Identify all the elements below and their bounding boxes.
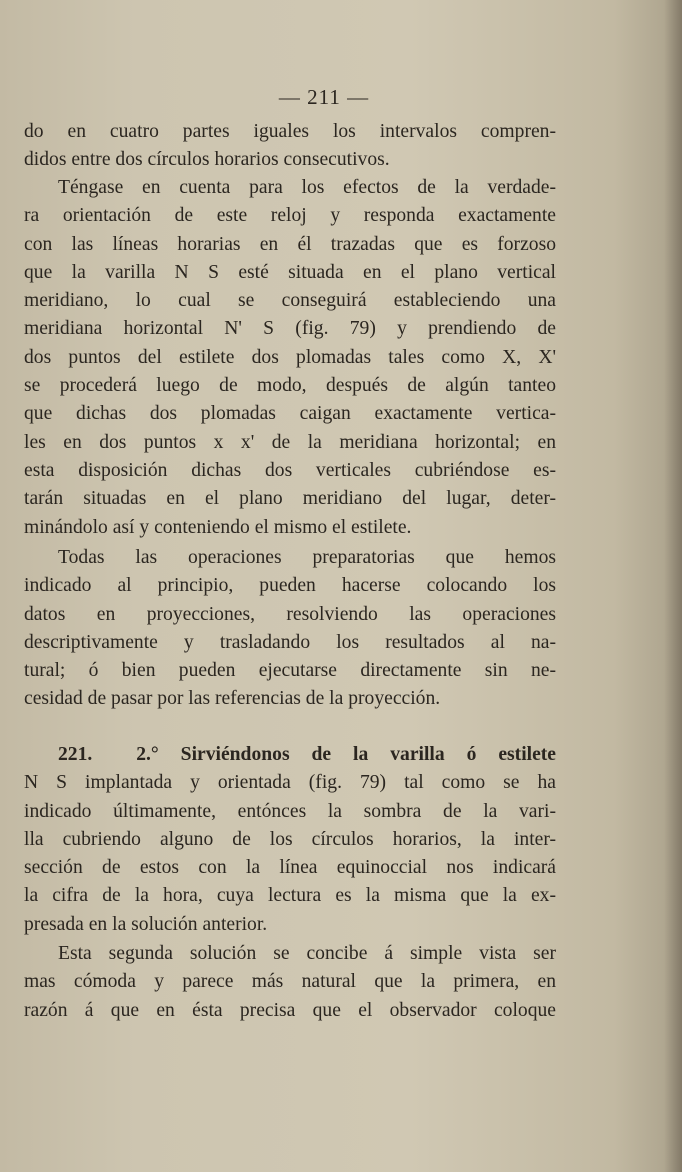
text-line: meridiana horizontal N' S (fig. 79) y prendiendo de <box>24 318 556 340</box>
page-edge-shadow <box>664 0 682 1172</box>
section-heading-line <box>24 741 556 769</box>
text-line: datos en proyecciones, resolviendo las operaciones <box>24 603 556 625</box>
text-line: razón á que en ésta precisa que el observador coloque <box>24 999 556 1021</box>
section-221 <box>24 741 556 939</box>
text-line: la cifra de la hora, cuya lectura es la misma que la ex- <box>24 885 556 907</box>
text-line: se procederá luego de modo, después de algún tanteo <box>24 375 556 397</box>
text-line: ra orientación de este reloj y responda exactamente <box>24 205 556 227</box>
text-line: Téngase en cuenta para los efectos de la verdade- <box>58 177 556 198</box>
paragraph-5 <box>24 940 556 1025</box>
text-line: Esta segunda solución se concibe á simple vista ser <box>58 943 556 964</box>
paragraph-1 <box>24 118 556 175</box>
text-line: con las líneas horarias en él trazadas que es forzoso <box>24 233 556 255</box>
section-number: 221. <box>58 744 93 765</box>
text-line: tural; ó bien pueden ejecutarse directamente sin ne- <box>24 660 556 682</box>
text-line: esta disposición dichas dos verticales cubriéndose es- <box>24 459 556 481</box>
text-line: les en dos puntos x x' de la meridiana horizontal; en <box>24 431 556 453</box>
text-line: presada en la solución anterior. <box>24 913 268 935</box>
page-number: — 211 — <box>278 85 370 109</box>
paragraph-2 <box>24 174 556 542</box>
text-line: cesidad de pasar por las referencias de la proyección. <box>24 688 441 710</box>
section-title: 2.° Sirviéndonos de la varilla ó estilete <box>136 744 557 765</box>
text-line: descriptivamente y trasladando los resultados al na- <box>24 631 556 653</box>
text-line: minándolo así y conteniendo el mismo el estilete. <box>24 516 412 538</box>
paragraph-3 <box>24 544 556 714</box>
text-line: dos puntos del estilete dos plomadas tales como X, X' <box>24 346 556 368</box>
text-line: meridiano, lo cual se conseguirá estableciendo una <box>24 290 556 312</box>
text-line: que la varilla N S esté situada en el plano vertical <box>24 261 556 283</box>
text-line: mas cómoda y parece más natural que la primera, en <box>24 971 556 993</box>
text-line: didos entre dos círculos horarios consecutivos. <box>24 149 390 171</box>
text-line: sección de estos con la línea equinoccial nos indicará <box>24 857 556 879</box>
text-line: indicado últimamente, entónces la sombra de la vari- <box>24 800 556 822</box>
text-line: que dichas dos plomadas caigan exactamente vertica- <box>24 403 556 425</box>
text-line: tarán situadas en el plano meridiano del lugar, deter- <box>24 488 556 510</box>
text-line: indicado al principio, pueden hacerse colocando los <box>24 575 556 597</box>
text-line: lla cubriendo alguno de los círculos horarios, la inter- <box>24 828 556 850</box>
text-line: do en cuatro partes iguales los intervalos compren- <box>24 121 556 142</box>
text-line: N S implantada y orientada (fig. 79) tal como se ha <box>24 772 556 794</box>
text-line: Todas las operaciones preparatorias que hemos <box>58 547 556 568</box>
